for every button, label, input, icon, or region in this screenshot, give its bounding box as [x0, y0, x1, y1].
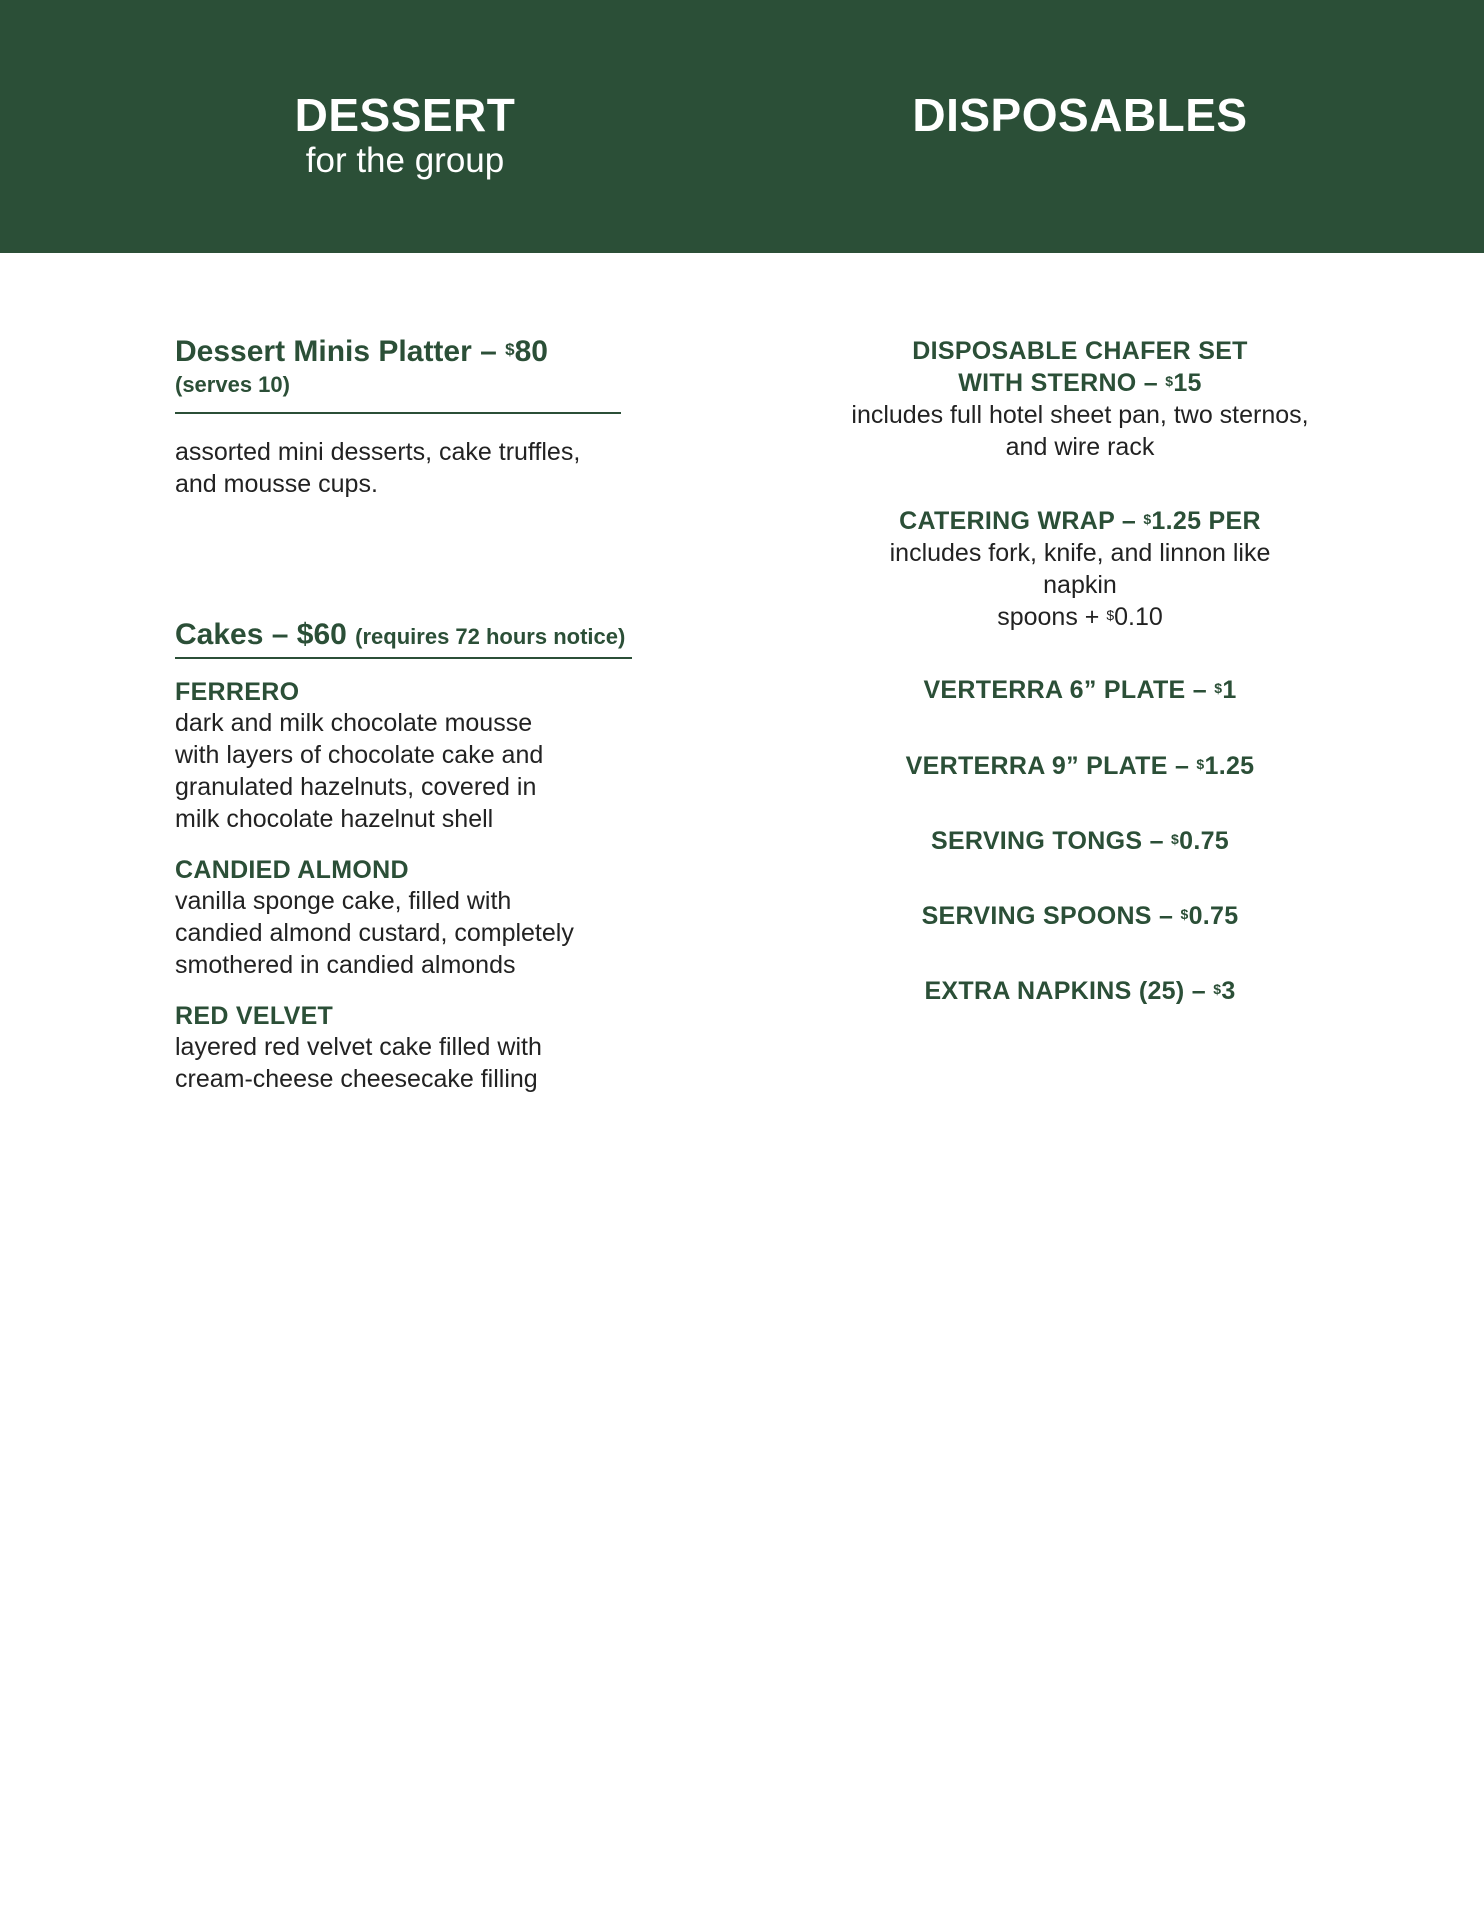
- item-price-sup: $: [1213, 981, 1222, 997]
- wrap-spoons-sup: $: [1106, 607, 1115, 623]
- item-title: VERTERRA 6” PLATE –: [923, 676, 1215, 704]
- item-price: 3: [1221, 977, 1236, 1005]
- wrap-price-sup: $: [1143, 511, 1152, 527]
- chafer-set-item: [800, 335, 1360, 463]
- wrap-title-line: [800, 505, 1360, 537]
- cake-description: [175, 1031, 675, 1095]
- cake-name: FERRERO: [175, 678, 300, 706]
- cake-desc-line: milk chocolate hazelnut shell: [175, 805, 494, 833]
- cake-item-ferrero: [175, 677, 675, 835]
- item-price-sup: $: [1180, 906, 1189, 922]
- cake-desc-line: dark and milk chocolate mousse: [175, 709, 533, 737]
- wrap-price: 1.25 PER: [1151, 507, 1261, 535]
- extra-napkins-item: [800, 975, 1360, 1007]
- disposables-title: DISPOSABLES: [912, 89, 1248, 141]
- verterra-6-plate-item: [800, 674, 1360, 706]
- chafer-title-line: DISPOSABLE CHAFER SET: [912, 337, 1248, 365]
- item-price: 0.75: [1179, 827, 1229, 855]
- disposables-section: [800, 0, 1360, 1920]
- chafer-price-sup: $: [1165, 373, 1174, 389]
- cake-description: [175, 885, 675, 981]
- cake-description: [175, 707, 675, 835]
- cake-item-red-velvet: [175, 1001, 675, 1095]
- wrap-desc-line: includes fork, knife, and linnon like: [889, 539, 1271, 567]
- dessert-subtitle: for the group: [305, 141, 505, 180]
- wrap-spoons-line: [800, 601, 1360, 633]
- cakes-notice: (requires 72 hours notice): [355, 624, 626, 649]
- cake-desc-line: granulated hazelnuts, covered in: [175, 773, 537, 801]
- item-price: 1.25: [1204, 752, 1255, 780]
- cake-desc-line: smothered in candied almonds: [175, 951, 516, 979]
- cake-name: RED VELVET: [175, 1002, 334, 1030]
- serving-tongs-item: [800, 825, 1360, 857]
- platter-serves: (serves 10): [175, 372, 290, 397]
- cake-name: CANDIED ALMOND: [175, 856, 409, 884]
- item-price-sup: $: [1171, 831, 1180, 847]
- chafer-title-text: WITH STERNO –: [958, 369, 1166, 397]
- cakes-section: [175, 617, 675, 1095]
- platter-desc-line: and mousse cups.: [175, 470, 378, 498]
- chafer-desc-line: and wire rack: [1005, 433, 1155, 461]
- verterra-9-plate-item: [800, 750, 1360, 782]
- serving-spoons-item: [800, 900, 1360, 932]
- wrap-desc-line: napkin: [1043, 571, 1117, 599]
- item-price: 0.75: [1188, 902, 1239, 930]
- platter-price-sup: $: [505, 340, 515, 359]
- cake-item-candied-almond: [175, 855, 675, 981]
- chafer-title-price-line: [800, 367, 1360, 399]
- chafer-price: 15: [1173, 369, 1202, 397]
- item-price-sup: $: [1196, 756, 1205, 772]
- platter-price: 80: [514, 335, 548, 368]
- item-title: SERVING TONGS –: [930, 827, 1172, 855]
- platter-description: [175, 436, 675, 500]
- dessert-header: [250, 88, 560, 180]
- cake-desc-line: layered red velvet cake filled with: [175, 1033, 542, 1061]
- platter-heading: [175, 334, 675, 370]
- item-title: SERVING SPOONS –: [921, 902, 1181, 930]
- catering-wrap-item: [800, 505, 1360, 633]
- dessert-title: DESSERT: [294, 89, 516, 141]
- cakes-divider: [175, 657, 632, 659]
- platter-divider: [175, 412, 621, 414]
- cake-desc-line: with layers of chocolate cake and: [175, 741, 544, 769]
- item-title: VERTERRA 9” PLATE –: [905, 752, 1197, 780]
- wrap-title-text: CATERING WRAP –: [899, 507, 1144, 535]
- wrap-spoons-text: spoons +: [997, 603, 1107, 631]
- cakes-heading: [175, 617, 675, 655]
- item-title: EXTRA NAPKINS (25) –: [924, 977, 1214, 1005]
- wrap-spoons-price: 0.10: [1114, 603, 1163, 631]
- dessert-platter-section: [175, 334, 675, 500]
- cake-desc-line: candied almond custard, completely: [175, 919, 574, 947]
- platter-desc-line: assorted mini desserts, cake truffles,: [175, 438, 581, 466]
- chafer-desc-line: includes full hotel sheet pan, two sternos,: [851, 401, 1309, 429]
- cake-desc-line: vanilla sponge cake, filled with: [175, 887, 512, 915]
- cake-desc-line: cream-cheese cheesecake filling: [175, 1065, 538, 1093]
- item-price: 1: [1222, 676, 1237, 704]
- item-price-sup: $: [1214, 680, 1223, 696]
- platter-name: Dessert Minis Platter –: [175, 335, 506, 368]
- cakes-heading-text: Cakes – $60: [175, 618, 347, 651]
